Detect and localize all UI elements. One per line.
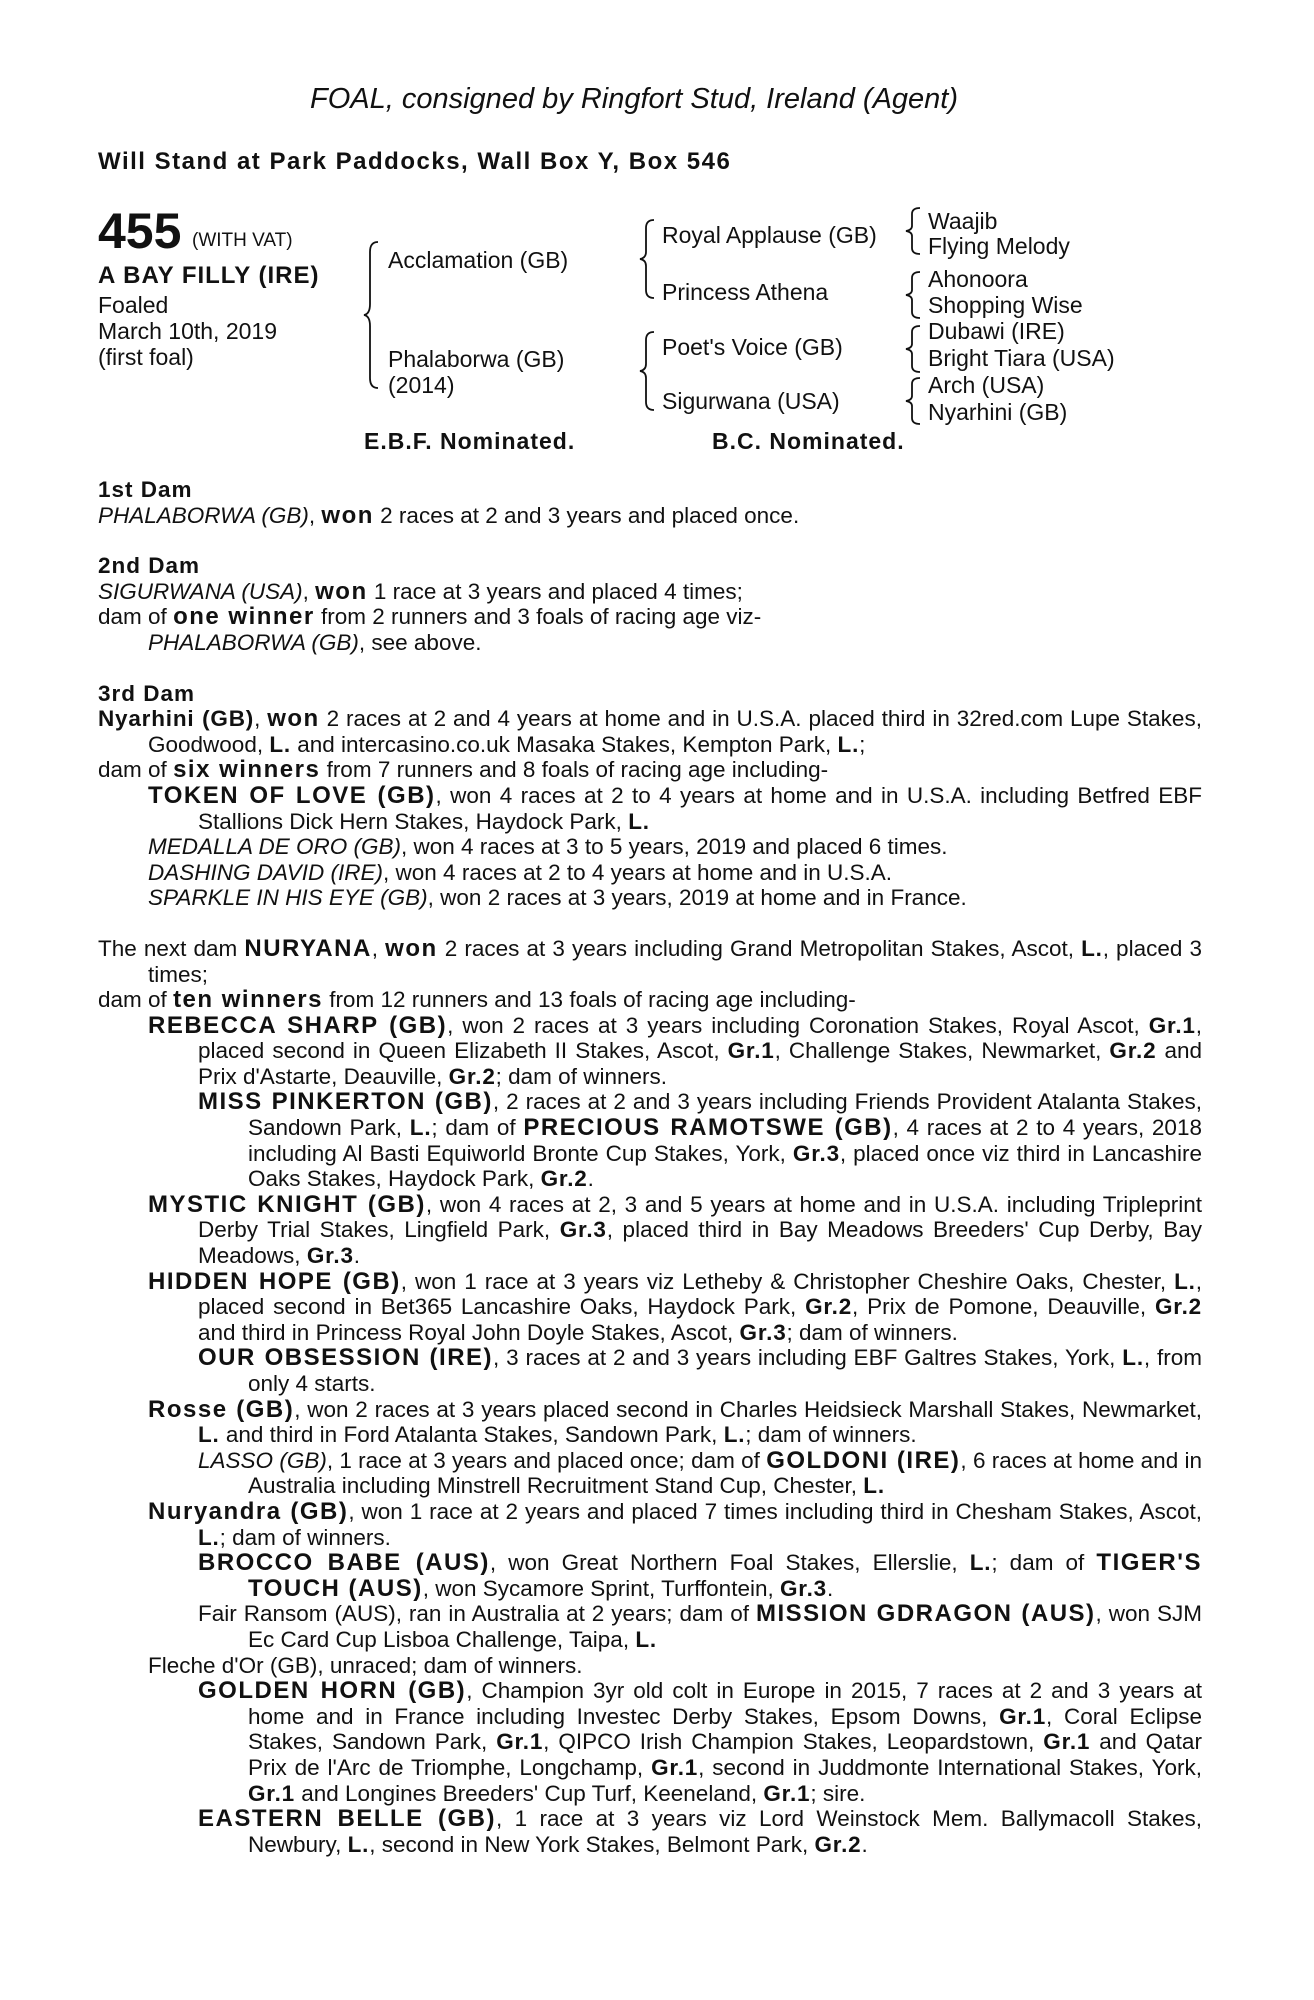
produce-nuryandra: Nuryandra (GB), won 1 race at 2 years and placed 7 times including third in Chesham Stakes, Ascot, L.; dam of winners. xyxy=(148,1497,1202,1550)
produce-lasso: LASSO (GB), 1 race at 3 years and placed once; dam of GOLDONI (IRE), 6 races at home and in Australia including Minstrell Recruitment Stand Cup, Chester, L. xyxy=(198,1446,1203,1499)
second-dam-heading: 2nd Dam xyxy=(98,553,201,579)
produce-brocco-babe: BROCCO BABE (AUS), won Great Northern Foal Stakes, Ellerslie, L.; dam of TIGER'S TOUCH (AUS), won Sycamore Sprint, Turffontein, Gr.3. xyxy=(198,1549,1202,1602)
produce-mystic-knight: MYSTIC KNIGHT (GB), won 4 races at 2, 3 and 5 years at home and in U.S.A. including Tripleprint Derby Trial Stakes, Lingfield Park, Gr.3, placed third in Bay Meadows Breeders' Cup Derby, Bay Meadows, Gr.3. xyxy=(148,1190,1203,1269)
horse-name: A BAY FILLY (IRE) xyxy=(98,262,320,289)
pedigree-dsd: Bright Tiara (USA) xyxy=(928,345,1115,371)
produce-rosse: Rosse (GB), won 2 races at 3 years placed second in Charles Heidsieck Marshall Stakes, Newmarket, L. and third in Ford Atalanta Stakes, Sandown Park, L.; dam of winners. xyxy=(148,1395,1202,1448)
produce-token-of-love: TOKEN OF LOVE (GB), won 4 races at 2 to 4 years at home and in U.S.A. including Betfred EBF Stallions Dick Hern Stakes, Haydock Park, L. xyxy=(148,781,1202,834)
pedigree-ssd: Flying Melody xyxy=(928,233,1070,259)
next-dam-produce-summary: dam of ten winners from 12 runners and 13 foals of racing age including- xyxy=(98,986,856,1014)
next-dam-entry: The next dam NURYANA, won 2 races at 3 years including Grand Metropolitan Stakes, Ascot, L., placed 3 times; xyxy=(98,934,1202,987)
pedigree-details xyxy=(98,477,1202,1857)
pedigree-brace-1 xyxy=(364,240,380,390)
pedigree-dam-year: (2014) xyxy=(388,372,455,398)
produce-eastern-belle: EASTERN BELLE (GB), 1 race at 3 years viz Lord Weinstock Mem. Ballymacoll Stakes, Newbury, L., second in New York Stakes, Belmont Park, Gr.2. xyxy=(198,1805,1202,1857)
produce-medalla-de-oro: MEDALLA DE ORO (GB), won 4 races at 3 to 5 years, 2019 and placed 6 times. xyxy=(148,834,948,860)
stand-location: Will Stand at Park Paddocks, Wall Box Y, Box 546 xyxy=(98,148,732,175)
ebf-nominated: E.B.F. Nominated. xyxy=(364,428,576,454)
pedigree-sds: Ahonoora xyxy=(928,266,1028,292)
first-dam-heading: 1st Dam xyxy=(98,477,193,502)
produce-miss-pinkerton: MISS PINKERTON (GB), 2 races at 2 and 3 years including Friends Provident Atalanta Stakes, Sandown Park, L.; dam of PRECIOUS RAMOTSWE (GB), 4 races at 2 to 4 years, 2018 including Al Basti Equiworld Bronte Cup Stakes, York, Gr.3, placed once viz third in Lancashire Oaks Stakes, Haydock Park, Gr.2. xyxy=(198,1088,1202,1192)
pedigree-brace-2a xyxy=(640,218,656,300)
pedigree-dam: Phalaborwa (GB) xyxy=(388,346,565,372)
produce-golden-horn: GOLDEN HORN (GB), Champion 3yr old colt in Europe in 2015, 7 races at 2 and 3 years at home and in France including Investec Derby Stakes, Epsom Downs, Gr.1, Coral Eclipse Stakes, Sandown Park, Gr.1, QIPCO Irish Champion Stakes, Leopardstown, Gr.1 and Qatar Prix de l'Arc de Triomphe, Longchamp, Gr.1, second in Juddmonte International Stakes, York, Gr.1 and Longines Breeders' Cup Turf, Keeneland, Gr.1; sire. xyxy=(198,1677,1203,1806)
pedigree-ddd: Nyarhini (GB) xyxy=(928,399,1068,425)
pedigree-dam-sire: Poet's Voice (GB) xyxy=(662,334,843,360)
first-foal-note: (first foal) xyxy=(98,344,194,370)
pedigree-sire: Acclamation (GB) xyxy=(388,247,569,273)
second-dam-produce-summary: dam of one winner from 2 runners and 3 foals of racing age viz- xyxy=(98,603,762,631)
lot-number: 455 xyxy=(98,203,182,259)
pedigree-brace-2b xyxy=(640,330,656,412)
first-dam-entry: PHALABORWA (GB), won 2 races at 2 and 3 years and placed once. xyxy=(98,501,800,529)
second-dam-entry: SIGURWANA (USA), won 1 race at 3 years and placed 4 times; xyxy=(98,577,743,605)
second-dam-produce: PHALABORWA (GB), see above. xyxy=(148,629,482,655)
pedigree-dds: Arch (USA) xyxy=(928,372,1045,398)
pedigree-dam-dam: Sigurwana (USA) xyxy=(662,388,840,414)
produce-rebecca-sharp: REBECCA SHARP (GB), won 2 races at 3 years including Coronation Stakes, Royal Ascot, Gr.1, placed second in Queen Elizabeth II Stakes, Ascot, Gr.1, Challenge Stakes, Newmarket, Gr.2 and Prix d'Astarte, Deauville, Gr.2; dam of winners. xyxy=(148,1011,1202,1089)
pedigree-brace-3b xyxy=(906,270,922,320)
third-dam-heading: 3rd Dam xyxy=(98,680,196,706)
produce-sparkle-in-his-eye: SPARKLE IN HIS EYE (GB), won 2 races at 3 years, 2019 at home and in France. xyxy=(148,885,967,911)
pedigree-sss: Waajib xyxy=(928,208,998,234)
pedigree-brace-3c xyxy=(906,324,922,374)
foaled-date: March 10th, 2019 xyxy=(98,318,278,344)
pedigree-sdd: Shopping Wise xyxy=(928,292,1083,318)
produce-fleche-dor: Fleche d'Or (GB), unraced; dam of winners. xyxy=(148,1652,583,1678)
pedigree-sire-sire: Royal Applause (GB) xyxy=(662,222,877,248)
third-dam-name: Nyarhini (GB) xyxy=(98,706,255,732)
first-dam-name: PHALABORWA (GB) xyxy=(98,502,309,528)
pedigree-brace-3d xyxy=(906,376,922,426)
produce-our-obsession: OUR OBSESSION (IRE), 3 races at 2 and 3 years including EBF Galtres Stakes, York, L., from only 4 starts. xyxy=(198,1344,1202,1396)
pedigree-brace-3a xyxy=(906,206,922,256)
produce-hidden-hope: HIDDEN HOPE (GB), won 1 race at 3 years viz Letheby & Christopher Cheshire Oaks, Chester, L., placed second in Bet365 Lancashire Oaks, Haydock Park, Gr.2, Prix de Pomone, Deauville, Gr.2 and third in Princess Royal John Doyle Stakes, Ascot, Gr.3; dam of winners. xyxy=(148,1267,1202,1345)
pedigree-sire-dam: Princess Athena xyxy=(662,279,829,305)
vat-note: (WITH VAT) xyxy=(192,230,293,251)
produce-fair-ransom: Fair Ransom (AUS), ran in Australia at 2 years; dam of MISSION GDRAGON (AUS), won SJM Ec Card Cup Lisboa Challenge, Taipa, L. xyxy=(198,1600,1202,1652)
bc-nominated: B.C. Nominated. xyxy=(712,428,905,454)
page-header: FOAL, consigned by Ringfort Stud, Ireland (Agent) xyxy=(310,83,959,115)
foaled-label: Foaled xyxy=(98,292,169,318)
third-dam-entry: Nyarhini (GB), won 2 races at 2 and 4 years at home and in U.S.A. placed third in 32red.com Lupe Stakes, Goodwood, L. and intercasino.co.uk Masaka Stakes, Kempton Park, L.; xyxy=(98,705,1202,757)
next-dam-name: NURYANA xyxy=(244,934,372,962)
pedigree-dss: Dubawi (IRE) xyxy=(928,318,1065,344)
produce-dashing-david: DASHING DAVID (IRE), won 4 races at 2 to 4 years at home and in U.S.A. xyxy=(148,859,893,885)
third-dam-produce-summary: dam of six winners from 7 runners and 8 foals of racing age including- xyxy=(98,756,829,784)
second-dam-name: SIGURWANA (USA) xyxy=(98,578,303,604)
